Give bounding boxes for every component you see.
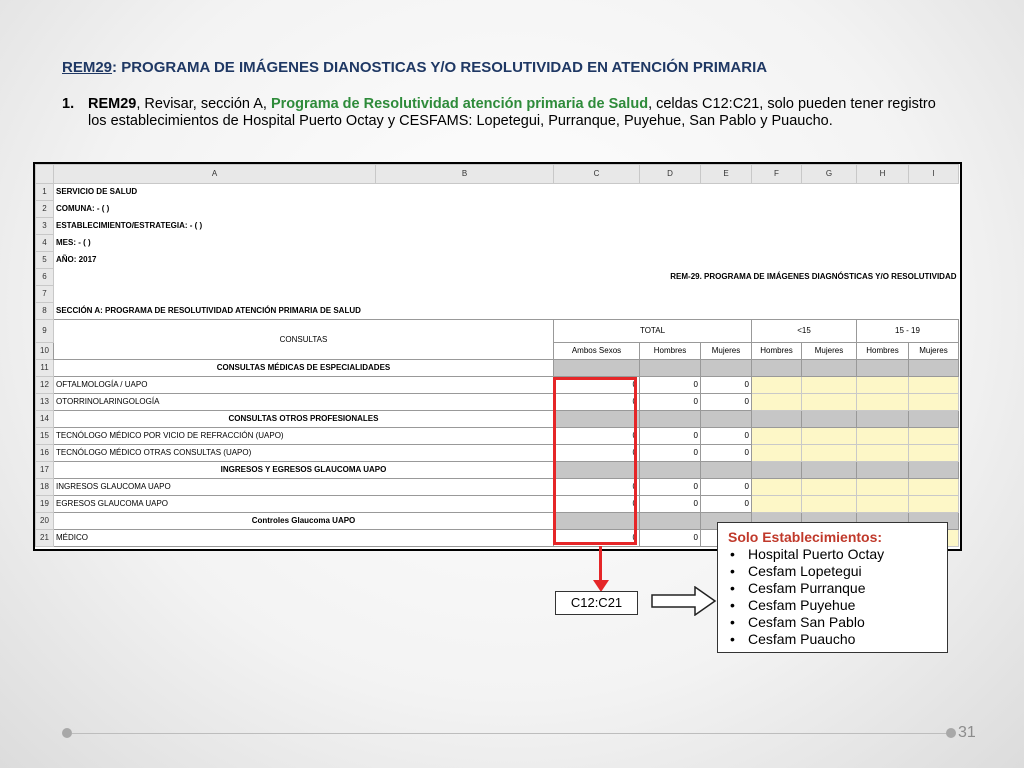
grey-cell[interactable]: [857, 411, 909, 428]
grey-cell[interactable]: [752, 462, 802, 479]
row-12: [36, 377, 959, 394]
input-cell[interactable]: [802, 428, 857, 445]
section-a-title[interactable]: SECCIÓN A: PROGRAMA DE RESOLUTIVIDAD ATENCIÓN PRIMARIA DE SALUD: [56, 305, 361, 315]
row-13: [36, 394, 959, 411]
empty-cell[interactable]: [376, 184, 959, 201]
row-number[interactable]: 10: [36, 343, 54, 360]
empty-cell[interactable]: [376, 218, 959, 235]
hombres-header[interactable]: Hombres: [640, 343, 701, 360]
column-header-b[interactable]: B: [376, 165, 554, 184]
grey-cell[interactable]: [640, 360, 701, 377]
row-number[interactable]: 13: [36, 394, 54, 411]
input-cell[interactable]: [802, 479, 857, 496]
input-cell[interactable]: [802, 445, 857, 462]
input-cell[interactable]: [909, 479, 959, 496]
highlight-range-box: [553, 377, 637, 545]
input-cell[interactable]: [857, 496, 909, 513]
row-7: [36, 286, 959, 303]
row-number[interactable]: 8: [36, 303, 54, 320]
empty-cell[interactable]: [54, 286, 959, 303]
value-cell[interactable]: 0: [554, 530, 640, 547]
value-cell[interactable]: 0: [554, 394, 640, 411]
column-header-e[interactable]: E: [701, 165, 752, 184]
empty-cell[interactable]: [376, 252, 959, 269]
row-19: [36, 496, 959, 513]
establishments-title: Solo Establecimientos:: [728, 529, 883, 545]
hombres-header[interactable]: Hombres: [857, 343, 909, 360]
empty-cell[interactable]: [54, 269, 376, 286]
report-title[interactable]: REM-29. PROGRAMA DE IMÁGENES DIAGNÓSTICAS Y/O RESOLUTIVIDAD: [670, 272, 957, 281]
list-item: • Cesfam Lopetegui: [728, 563, 937, 580]
grey-cell[interactable]: [857, 462, 909, 479]
value-cell[interactable]: 0: [554, 445, 640, 462]
anio-label[interactable]: AÑO: 2017: [56, 255, 97, 264]
row-11: [36, 360, 959, 377]
value-cell[interactable]: 0: [640, 377, 701, 394]
row-6: [36, 269, 959, 286]
row-label-ingresos-glaucoma[interactable]: INGRESOS GLAUCOMA UAPO: [54, 479, 554, 496]
grey-cell[interactable]: [701, 411, 752, 428]
lt15-header[interactable]: <15: [752, 320, 857, 343]
row-label-otorrino[interactable]: OTORRINOLARINGOLOGÍA: [54, 394, 554, 411]
spreadsheet: [33, 162, 962, 551]
footer-dot-left: [62, 728, 72, 738]
grey-cell[interactable]: [909, 411, 959, 428]
value-cell[interactable]: 0: [640, 479, 701, 496]
comuna-label[interactable]: COMUNA: - ( ): [56, 204, 110, 213]
empty-cell[interactable]: [376, 235, 959, 252]
establecimiento-label[interactable]: ESTABLECIMIENTO/ESTRATEGIA: - ( ): [56, 221, 203, 230]
input-cell[interactable]: [802, 377, 857, 394]
input-cell[interactable]: [752, 428, 802, 445]
value-cell[interactable]: 0: [701, 428, 752, 445]
value-cell[interactable]: 0: [701, 496, 752, 513]
grey-cell[interactable]: [640, 513, 701, 530]
page-number: 31: [958, 724, 976, 741]
input-cell[interactable]: [909, 496, 959, 513]
value-cell[interactable]: 0: [554, 428, 640, 445]
input-cell[interactable]: [909, 445, 959, 462]
note-number: 1.: [62, 96, 75, 112]
row-18: [36, 479, 959, 496]
range-label: C12:C21: [555, 591, 638, 615]
value-cell[interactable]: 0: [701, 479, 752, 496]
mujeres-header[interactable]: Mujeres: [701, 343, 752, 360]
spreadsheet-grid: [35, 164, 959, 547]
row-label-medico[interactable]: MÉDICO: [54, 530, 554, 547]
row-number[interactable]: 6: [36, 269, 54, 286]
column-header-h[interactable]: H: [857, 165, 909, 184]
column-header-f[interactable]: F: [752, 165, 802, 184]
note-text-1: , Revisar, sección A,: [136, 96, 271, 112]
mes-label[interactable]: MES: - ( ): [56, 238, 91, 247]
row-number[interactable]: 14: [36, 411, 54, 428]
row-label-oftalmologia[interactable]: OFTALMOLOGÍA / UAPO: [54, 377, 554, 394]
row-number[interactable]: 18: [36, 479, 54, 496]
input-cell[interactable]: [909, 394, 959, 411]
column-header-i[interactable]: I: [909, 165, 959, 184]
grey-cell[interactable]: [752, 360, 802, 377]
input-cell[interactable]: [752, 445, 802, 462]
servicio-label[interactable]: SERVICIO DE SALUD: [56, 187, 138, 197]
row-3: [36, 218, 959, 235]
row-4: [36, 235, 959, 252]
input-cell[interactable]: [802, 394, 857, 411]
note-body: [88, 96, 958, 130]
row-14: [36, 411, 959, 428]
value-cell[interactable]: 0: [554, 377, 640, 394]
grey-cell[interactable]: [909, 360, 959, 377]
input-cell[interactable]: [857, 479, 909, 496]
row-number[interactable]: 15: [36, 428, 54, 445]
input-cell[interactable]: [752, 377, 802, 394]
row-number[interactable]: 11: [36, 360, 54, 377]
row-number[interactable]: 3: [36, 218, 54, 235]
value-cell[interactable]: 0: [554, 479, 640, 496]
row-number[interactable]: 19: [36, 496, 54, 513]
15-19-header[interactable]: 15 - 19: [857, 320, 959, 343]
row-5: [36, 252, 959, 269]
value-cell[interactable]: 0: [640, 394, 701, 411]
column-header-g[interactable]: G: [802, 165, 857, 184]
row-number[interactable]: 4: [36, 235, 54, 252]
grey-cell[interactable]: [640, 462, 701, 479]
row-16: [36, 445, 959, 462]
grey-cell[interactable]: [909, 462, 959, 479]
title-rest: : PROGRAMA DE IMÁGENES DIANOSTICAS Y/O RESOLUTIVIDAD EN ATENCIÓN PRIMARIA: [112, 59, 768, 76]
value-cell[interactable]: 0: [640, 428, 701, 445]
mujeres-header[interactable]: Mujeres: [909, 343, 959, 360]
footer-dot-right: [946, 728, 956, 738]
input-cell[interactable]: [909, 428, 959, 445]
group-especialidades[interactable]: CONSULTAS MÉDICAS DE ESPECIALIDADES: [54, 360, 554, 377]
total-header[interactable]: TOTAL: [554, 320, 752, 343]
row-15: [36, 428, 959, 445]
list-item: • Cesfam Puyehue: [728, 597, 937, 614]
row-number[interactable]: 1: [36, 184, 54, 201]
column-header-d[interactable]: D: [640, 165, 701, 184]
value-cell[interactable]: 0: [640, 496, 701, 513]
ambos-sexos-header[interactable]: Ambos Sexos: [554, 343, 640, 360]
row-number[interactable]: 12: [36, 377, 54, 394]
grey-cell[interactable]: [701, 360, 752, 377]
row-label-egresos-glaucoma[interactable]: EGRESOS GLAUCOMA UAPO: [54, 496, 554, 513]
value-cell[interactable]: 0: [701, 377, 752, 394]
input-cell[interactable]: [909, 377, 959, 394]
row-2: [36, 201, 959, 218]
grey-cell[interactable]: [802, 360, 857, 377]
row-8: [36, 303, 959, 320]
row-9: [36, 320, 959, 343]
grey-cell[interactable]: [802, 462, 857, 479]
list-item: • Cesfam Purranque: [728, 580, 937, 597]
row-1: [36, 184, 959, 201]
input-cell[interactable]: [752, 496, 802, 513]
row-number[interactable]: 5: [36, 252, 54, 269]
footer-line: [72, 733, 948, 734]
right-arrow-icon: [651, 586, 717, 616]
note-program: Programa de Resolutividad atención primaria de Salud: [270, 96, 649, 112]
row-number[interactable]: 20: [36, 513, 54, 530]
group-glaucoma[interactable]: INGRESOS Y EGRESOS GLAUCOMA UAPO: [54, 462, 554, 479]
grey-cell[interactable]: [701, 462, 752, 479]
empty-cell[interactable]: [376, 201, 959, 218]
grey-cell[interactable]: [554, 360, 640, 377]
list-item: • Hospital Puerto Octay: [728, 546, 937, 563]
establishments-list: [728, 546, 937, 648]
row-number[interactable]: 2: [36, 201, 54, 218]
value-cell[interactable]: 0: [640, 530, 701, 547]
input-cell[interactable]: [857, 428, 909, 445]
value-cell[interactable]: 0: [554, 496, 640, 513]
grey-cell[interactable]: [802, 411, 857, 428]
row-number[interactable]: 16: [36, 445, 54, 462]
input-cell[interactable]: [857, 394, 909, 411]
row-number[interactable]: 9: [36, 320, 54, 343]
list-item: • Cesfam San Pablo: [728, 614, 937, 631]
note-text-2: , celdas C12:C21, solo pueden tener registro los establecimientos de Hospital Puerto Octay y CESFAMS: Lopetegui, Purranque, Puyehue, San Pablo y Puaucho.: [88, 96, 936, 129]
input-cell[interactable]: [752, 479, 802, 496]
consultas-header[interactable]: CONSULTAS: [54, 320, 554, 360]
grey-cell[interactable]: [752, 411, 802, 428]
input-cell[interactable]: [857, 445, 909, 462]
input-cell[interactable]: [802, 496, 857, 513]
value-cell[interactable]: 0: [640, 445, 701, 462]
establishments-box: [717, 522, 948, 653]
input-cell[interactable]: [752, 394, 802, 411]
row-number[interactable]: 21: [36, 530, 54, 547]
input-cell[interactable]: [857, 377, 909, 394]
slide-title: [62, 59, 962, 76]
row-number[interactable]: 7: [36, 286, 54, 303]
hombres-header[interactable]: Hombres: [752, 343, 802, 360]
grey-cell[interactable]: [640, 411, 701, 428]
column-header-a[interactable]: A: [54, 165, 376, 184]
down-arrow-shaft: [599, 546, 602, 584]
note-code: REM29: [88, 96, 137, 112]
title-code: REM29: [62, 59, 113, 76]
mujeres-header[interactable]: Mujeres: [802, 343, 857, 360]
column-header-c[interactable]: C: [554, 165, 640, 184]
value-cell[interactable]: 0: [701, 394, 752, 411]
value-cell[interactable]: 0: [701, 445, 752, 462]
row-17: [36, 462, 959, 479]
row-number[interactable]: 17: [36, 462, 54, 479]
group-controles[interactable]: Controles Glaucoma UAPO: [54, 513, 554, 530]
row-label-tecnologo-otras[interactable]: TECNÓLOGO MÉDICO OTRAS CONSULTAS (UAPO): [54, 445, 554, 462]
group-otros[interactable]: CONSULTAS OTROS PROFESIONALES: [54, 411, 554, 428]
list-item: • Cesfam Puaucho: [728, 631, 937, 648]
row-label-tecnologo-refraccion[interactable]: TECNÓLOGO MÉDICO POR VICIO DE REFRACCIÓN (UAPO): [54, 428, 554, 445]
column-header-row: [36, 165, 959, 184]
corner-cell[interactable]: [36, 165, 54, 184]
grey-cell[interactable]: [857, 360, 909, 377]
